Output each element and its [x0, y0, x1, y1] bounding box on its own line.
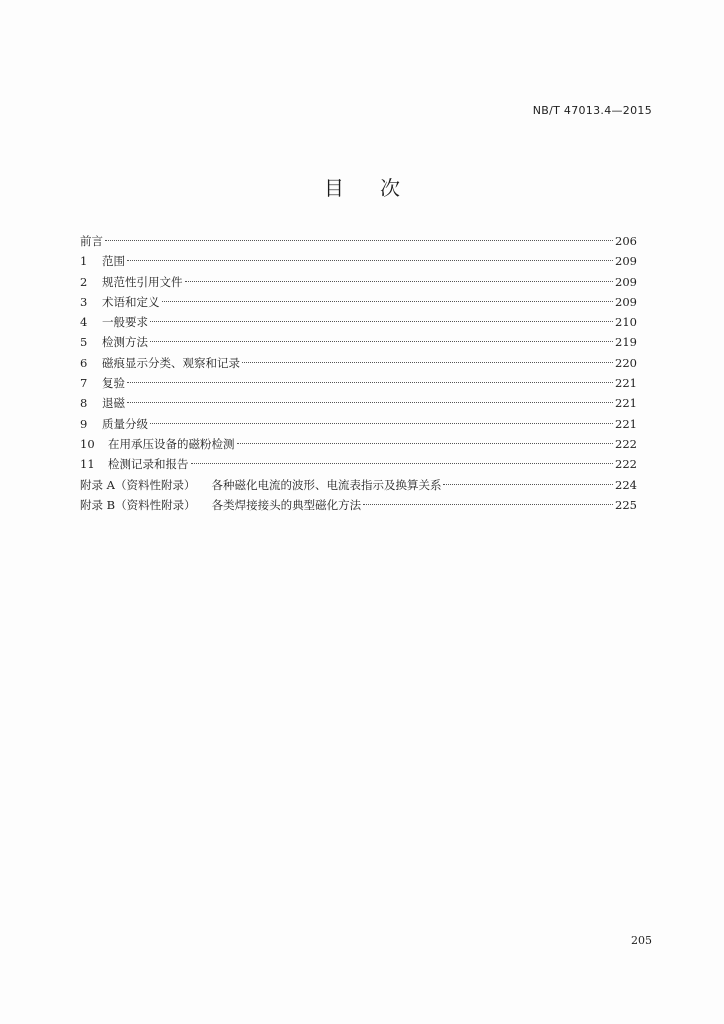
toc-entry-number: 2: [80, 274, 88, 289]
toc-entry-number: 5: [80, 335, 88, 350]
toc-entry-number: 附录 A（资料性附录）: [80, 477, 196, 492]
toc-leader-dots: [237, 443, 614, 444]
toc-entry-number: 11: [80, 457, 95, 472]
toc-entry-page: 206: [615, 234, 637, 248]
toc-entry: [80, 393, 637, 413]
toc-entry-page: 220: [615, 355, 637, 370]
toc-entry-number: 3: [80, 294, 88, 309]
toc-entry-label: 磁痕显示分类、观察和记录: [102, 355, 240, 370]
toc-entry: [80, 272, 637, 292]
toc-leader-dots: [150, 341, 613, 342]
toc-entry-page: 224: [615, 477, 637, 492]
toc-entry-number: 7: [80, 376, 88, 391]
toc-entry: [80, 414, 637, 434]
toc-entry: [80, 475, 637, 495]
toc-entry-number: 附录 B（资料性附录）: [80, 497, 196, 512]
toc-entry-page: 221: [615, 396, 637, 411]
page-number: 205: [631, 934, 652, 947]
toc-entry-label: 前言: [80, 234, 103, 248]
toc-entry-page: 219: [615, 335, 637, 350]
toc-leader-dots: [105, 240, 613, 241]
toc-entry: [80, 251, 637, 271]
toc-entry-page: 209: [615, 274, 637, 289]
toc-entry: [80, 292, 637, 312]
toc-entry-page: 209: [615, 254, 637, 269]
toc-entry-label: 检测方法: [102, 335, 148, 350]
toc-leader-dots: [150, 423, 613, 424]
toc-entry: [80, 373, 637, 393]
toc-entry: [80, 495, 637, 515]
toc-entry-label: 各种磁化电流的波形、电流表指示及换算关系: [211, 477, 442, 492]
toc-leader-dots: [363, 504, 613, 505]
toc-leader-dots: [191, 463, 614, 464]
toc-entry-page: 221: [615, 416, 637, 431]
toc-entry-label: 规范性引用文件: [102, 274, 183, 289]
toc-entry-page: 222: [615, 457, 637, 472]
toc-entry: [80, 353, 637, 373]
toc-entry-label: 范围: [102, 254, 125, 269]
page-title: 目次: [324, 176, 436, 200]
toc-entry-number: 10: [80, 436, 95, 451]
toc-entry-number: 8: [80, 396, 88, 411]
toc-entry: [80, 454, 637, 474]
toc-entry: [80, 332, 637, 352]
table-of-contents: [80, 231, 637, 515]
toc-entry-label: 术语和定义: [102, 294, 160, 309]
toc-entry: [80, 434, 637, 454]
toc-entry-number: 9: [80, 416, 88, 431]
toc-leader-dots: [127, 402, 613, 403]
toc-entry-page: 225: [615, 497, 637, 512]
toc-entry-label: 退磁: [102, 396, 125, 411]
toc-entry-label: 一般要求: [102, 315, 148, 330]
toc-entry-label: 质量分级: [102, 416, 148, 431]
toc-entry-number: 6: [80, 355, 88, 370]
toc-leader-dots: [242, 362, 613, 363]
toc-leader-dots: [127, 382, 613, 383]
toc-leader-dots: [185, 281, 614, 282]
toc-leader-dots: [150, 321, 613, 322]
toc-entry-page: 221: [615, 376, 637, 391]
toc-entry: [80, 312, 637, 332]
toc-entry-label: 检测记录和报告: [108, 457, 189, 472]
toc-entry-label: 在用承压设备的磁粉检测: [108, 436, 235, 451]
toc-entry-page: 209: [615, 294, 637, 309]
toc-entry-number: 1: [80, 254, 88, 269]
toc-leader-dots: [443, 484, 613, 485]
toc-entry: [80, 231, 637, 251]
toc-entry-label: 各类焊接接头的典型磁化方法: [211, 497, 362, 512]
toc-entry-page: 222: [615, 436, 637, 451]
toc-entry-label: 复验: [102, 376, 125, 391]
toc-leader-dots: [127, 260, 613, 261]
toc-leader-dots: [162, 301, 614, 302]
toc-entry-number: 4: [80, 315, 88, 330]
toc-entry-page: 210: [615, 315, 637, 330]
standard-code: NB/T 47013.4—2015: [532, 104, 652, 117]
